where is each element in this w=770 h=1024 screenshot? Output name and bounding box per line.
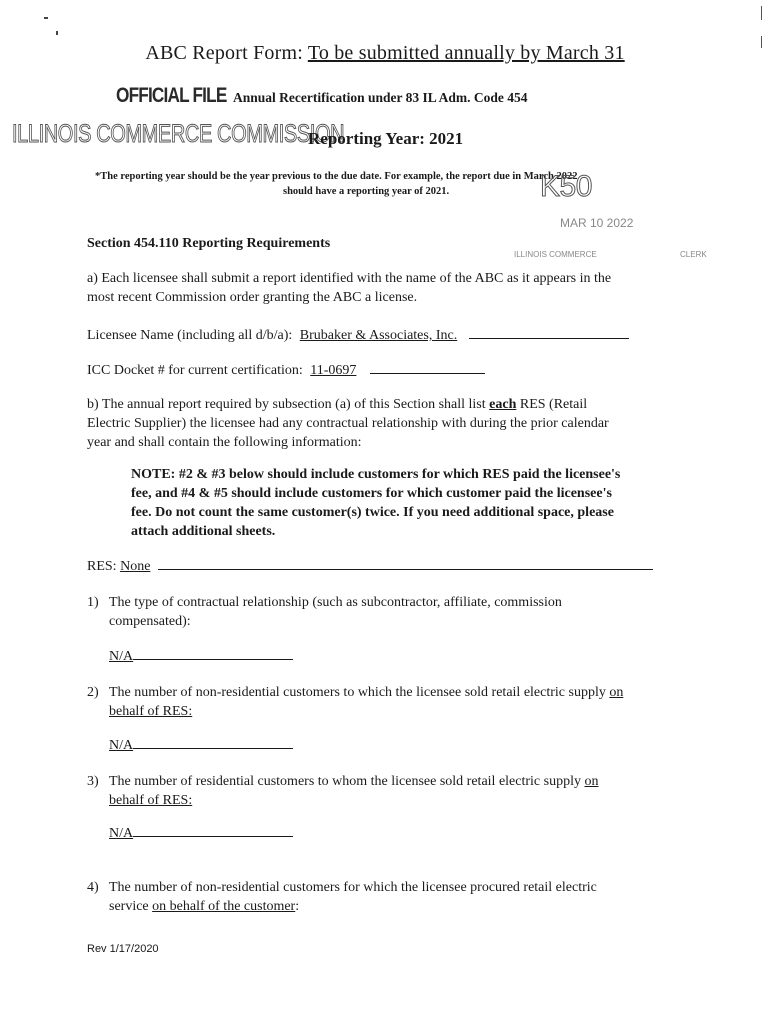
note-line1: NOTE: #2 & #3 below should include customers for which RES paid the licensee's [131,467,621,482]
item-3-line1-on: on [584,774,599,789]
icc-docket-row [87,360,485,380]
paragraph-a-line1: a) Each licensee shall submit a report identified with the name of the ABC as it appears in the [87,271,612,286]
item-2-fill-line [133,735,293,749]
paragraph-b-each: each [489,397,517,412]
item-4-line2 [109,897,727,916]
item-3-line2: behalf of RES: [109,793,193,808]
item-2-answer: N/A [109,738,134,753]
paragraph-b-line2: Electric Supplier) the licensee had any contractual relationship with during the prior calendar [87,416,609,431]
paragraph-b-line1-text: b) The annual report required by subsection (a) of this Section shall list [87,397,490,412]
licensee-name-label: Licensee Name (including all d/b/a): [87,328,293,343]
paragraph-b-line1-end: RES (Retail [516,397,588,412]
icc-docket-value: 11-0697 [310,363,357,378]
recertification-subtitle: Annual Recertification under 83 IL Adm. Code 454 [233,90,528,105]
icc-docket-fill-line [370,360,485,374]
paragraph-b-line1 [87,395,727,414]
item-2-line2: behalf of RES: [109,704,193,719]
title-prefix: ABC Report Form: [145,42,308,64]
item-1-number: 1) [87,595,99,610]
note-line4: attach additional sheets. [131,524,276,539]
received-clerk: CLERK [680,250,707,259]
item-3-answer: N/A [109,826,134,841]
res-value: None [120,559,151,574]
item-1-fill-line [133,646,293,660]
received-stamp-code: K50 [540,170,592,203]
note-block [131,465,691,541]
received-date: MAR 10 2022 [560,216,634,230]
paragraph-a-line2: most recent Commission order granting the ABC a license. [87,290,418,305]
icc-docket-label: ICC Docket # for current certification: [87,363,303,378]
res-row [87,556,653,576]
item-2-line1-on: on [609,685,624,700]
item-3-line1 [109,772,727,791]
item-3-line1-text: The number of residential customers to whom the licensee sold retail electric supply [109,774,585,789]
item-4-line2-text: service [109,899,153,914]
paragraph-b [87,395,727,452]
official-file-stamp: OFFICIAL FILE [116,84,227,107]
item-2-line1-text: The number of non-residential customers to which the licensee sold retail electric supply [109,685,610,700]
commission-stamp: ILLINOIS COMMERCE COMMISSION [12,120,345,148]
scan-mark [761,6,762,20]
paragraph-a [87,269,727,307]
received-office: ILLINOIS COMMERCE [514,250,597,259]
item-1-line1: The type of contractual relationship (such as subcontractor, affiliate, commission [109,595,562,610]
licensee-name-value: Brubaker & Associates, Inc. [299,328,458,343]
item-2-number: 2) [87,685,99,700]
reporting-year-note-line2: should have a reporting year of 2021. [283,186,450,197]
note-line3: fee. Do not count the same customer(s) twice. If you need additional space, please [131,505,614,520]
licensee-name-row [87,325,629,345]
item-4-number: 4) [87,880,99,895]
reporting-year: Reporting Year: 2021 [308,129,464,148]
revision-footer: Rev 1/17/2020 [87,943,159,955]
item-3-number: 3) [87,774,99,789]
res-label: RES: [87,559,117,574]
item-4 [87,878,727,916]
paragraph-b-line3: year and shall contain the following information: [87,435,362,450]
item-1-answer-row [109,646,293,666]
item-4-line1: The number of non-residential customers for which the licensee procured retail electric [109,880,597,895]
note-line2: fee, and #4 & #5 should include customers for which customer paid the licensee's [131,486,612,501]
item-4-line2-end: : [295,899,300,914]
item-1-answer: N/A [109,649,134,664]
item-2-line1 [109,683,727,702]
item-3-fill-line [133,823,293,837]
item-1-line2: compensated): [109,614,191,629]
received-stamp [514,162,710,262]
section-heading: Section 454.110 Reporting Requirements [87,236,331,251]
res-fill-line [158,556,653,570]
scan-mark [44,17,48,19]
item-4-line2-underlined: on behalf of the customer [152,899,296,914]
scan-mark [56,31,58,35]
reporting-year-note-line1: *The reporting year should be the year previous to the due date. For example, the report due in March 2022 [95,171,578,182]
item-3-answer-row [109,823,293,843]
page-title [0,42,770,65]
item-2-answer-row [109,735,293,755]
item-1 [87,593,727,631]
title-deadline: To be submitted annually by March 31 [307,42,625,64]
item-2 [87,683,727,721]
item-3 [87,772,727,810]
licensee-name-fill-line [469,325,629,339]
